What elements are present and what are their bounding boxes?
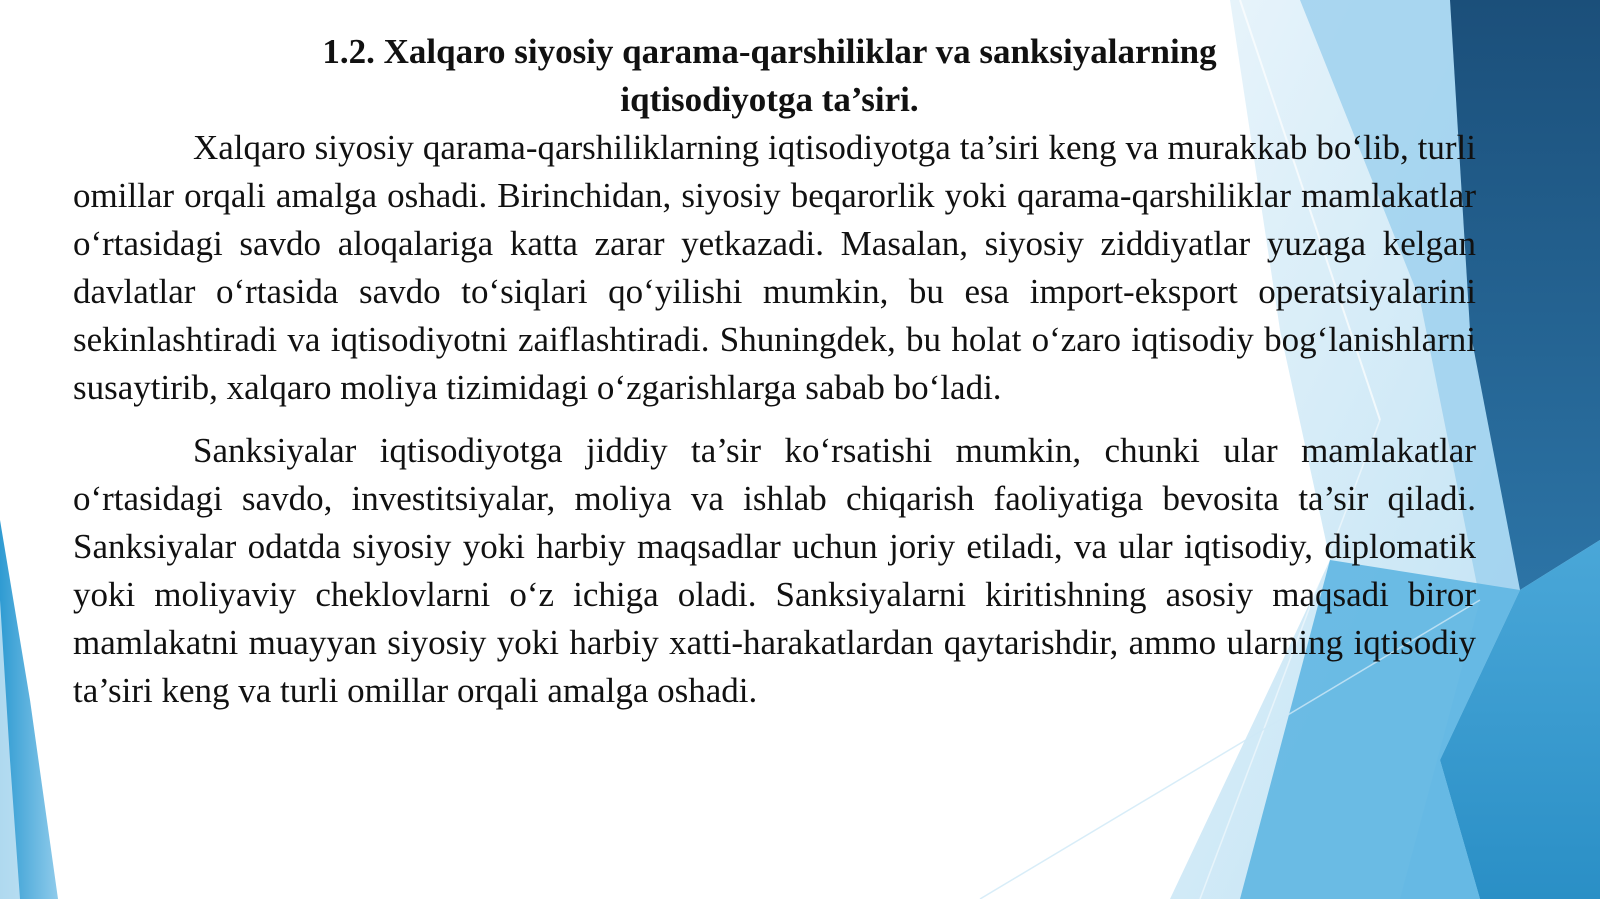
title-line-2: iqtisodiyotga ta’siri. <box>620 80 919 119</box>
paragraph-2: Sanksiyalar iqtisodiyotga jiddiy ta’sir ko‘rsatishi mumkin, chunki ular mamlakatlar o‘rtasidagi savdo, investitsiyalar, moliya va ishlab chiqarish faoliyatiga bevosita ta’sir qiladi. Sanksiyalar odatda siyosiy yoki harbiy maqsadlar uchun joriy etiladi, va ular iqtisodiy, diplomatik yoki moliyaviy cheklovlarni o‘z ichiga oladi. Sanksiyalarni kiritishning asosiy maqsadi biror mamlakatni muayyan siyosiy yoki harbiy xatti-harakatlardan qaytarishdir, ammo ularning iqtisodiy ta’siri keng va turli omillar orqali amalga oshadi. <box>73 431 1476 710</box>
title-line-1: 1.2. Xalqaro siyosiy qarama-qarshiliklar va sanksiyalarning <box>322 32 1217 71</box>
slide-title <box>73 28 1476 124</box>
slide-content <box>73 28 1476 715</box>
paragraph-1: Xalqaro siyosiy qarama-qarshiliklarning iqtisodiyotga ta’siri keng va murakkab bo‘lib, turli omillar orqali amalga oshadi. Birinchidan, siyosiy beqarorlik yoki qarama-qarshiliklar mamlakatlar o‘rtasidagi savdo aloqalariga katta zarar yetkazadi. Masalan, siyosiy ziddiyatlar yuzaga kelgan davlatlar o‘rtasida savdo to‘siqlari qo‘yilishi mumkin, bu esa import-eksport operatsiyalarini sekinlashtiradi va iqtisodiyotni zaiflashtiradi. Shuningdek, bu holat o‘zaro iqtisodiy bog‘lanishlarni susaytirib, xalqaro moliya tizimidagi o‘zgarishlarga sabab bo‘ladi. <box>73 128 1476 407</box>
